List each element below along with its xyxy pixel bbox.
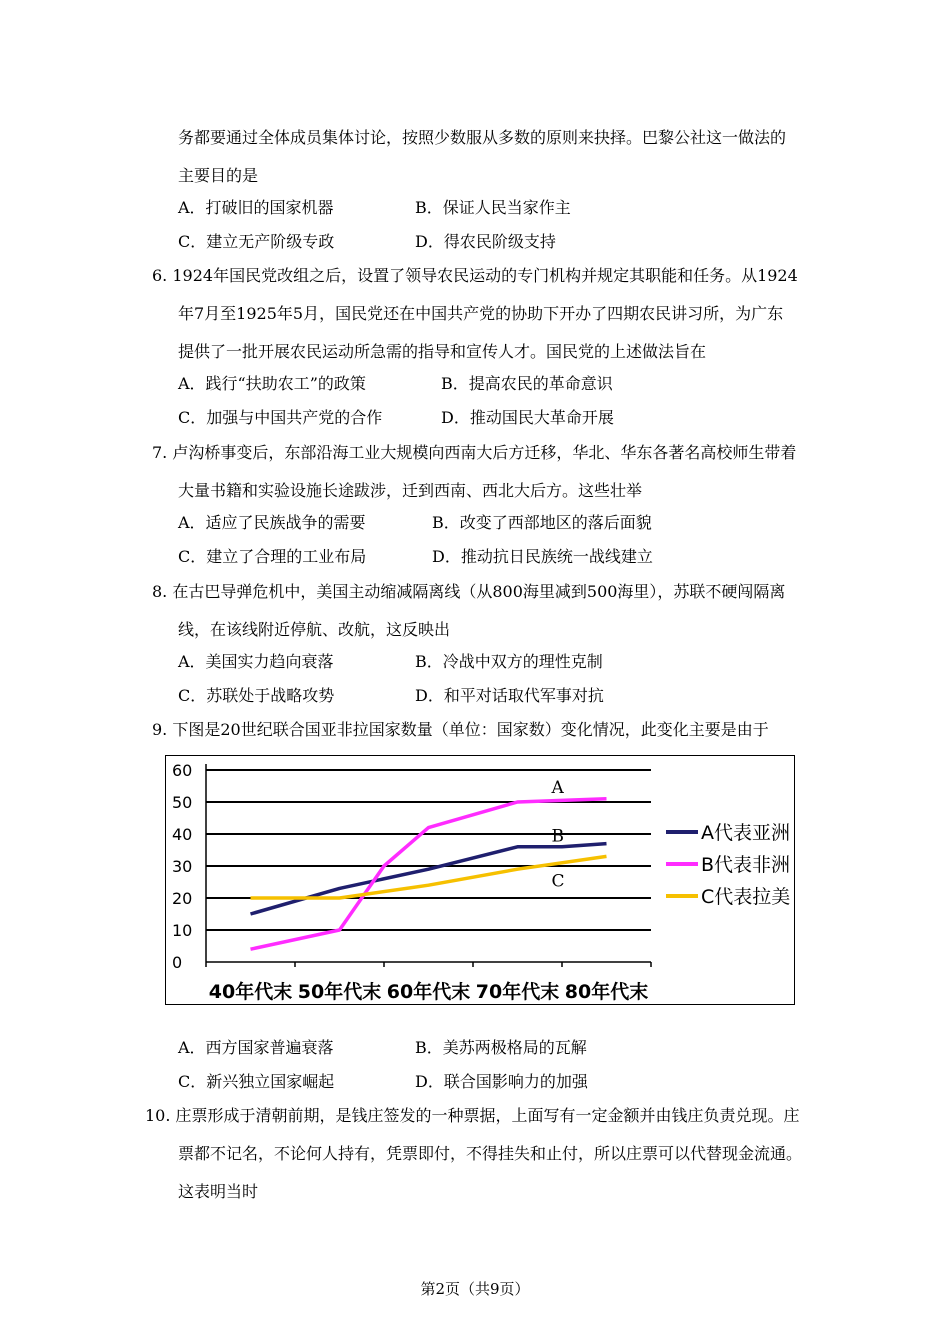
q7-option-c: C．建立了合理的工业布局 [178,547,367,566]
q6-stem-line: 年7月至1925年5月，国民党还在中国共产党的协助下开办了四期农民讲习所，为广东 [178,304,784,323]
q9-option-d: D．联合国影响力的加强 [415,1072,588,1091]
q8-stem-line: 8. 在古巴导弹危机中，美国主动缩减隔离线（从800海里减到500海里），苏联不硬闯隔离 [152,582,786,601]
y-tick-label: 20 [172,889,193,908]
q6-option-b: B．提高农民的革命意识 [441,374,613,393]
q6-option-a: A．践行“扶助农工”的政策 [178,374,366,393]
chart-canvas [166,756,796,1006]
x-tick-label: 70年代末 [475,981,560,1003]
x-tick-label: 60年代末 [386,981,471,1003]
q5-text-line: 主要目的是 [178,166,259,185]
q10-stem-line: 10. 庄票形成于清朝前期，是钱庄签发的一种票据，上面写有一定金额并由钱庄负责兑现。庄 [145,1106,800,1125]
un-membership-chart [165,755,795,1005]
legend-label: C代表拉美 [701,886,791,908]
q7-option-d: D．推动抗日民族统一战线建立 [432,547,653,566]
legend-label: B代表非洲 [701,854,791,876]
y-tick-label: 30 [172,857,193,876]
q9-stem-line: 9. 下图是20世纪联合国亚非拉国家数量（单位：国家数）变化情况，此变化主要是由于 [152,720,769,739]
y-tick-label: 10 [172,921,193,940]
q5-option-d: D．得农民阶级支持 [415,232,556,251]
q6-option-d: D．推动国民大革命开展 [441,408,614,427]
q7-option-b: B．改变了西部地区的落后面貌 [432,513,652,532]
q8-option-d: D．和平对话取代军事对抗 [415,686,604,705]
q7-option-a: A．适应了民族战争的需要 [178,513,366,532]
series-marker-label: A [551,777,564,798]
page-footer: 第2页（共9页） [420,1280,530,1298]
series-marker-label: C [551,871,565,892]
q8-option-b: B．冷战中双方的理性克制 [415,652,603,671]
y-tick-label: 40 [172,825,193,844]
x-tick-label: 80年代末 [564,981,649,1003]
q5-text-line: 务都要通过全体成员集体讨论，按照少数服从多数的原则来抉择。巴黎公社这一做法的 [178,128,787,147]
x-tick-label: 50年代末 [297,981,382,1003]
q9-option-a: A．西方国家普遍衰落 [178,1038,334,1057]
q9-option-c: C．新兴独立国家崛起 [178,1072,335,1091]
q10-stem-line: 票都不记名，不论何人持有，凭票即付，不得挂失和止付，所以庄票可以代替现金流通。 [178,1144,803,1163]
legend-label: A代表亚洲 [701,822,790,844]
x-tick-label: 40年代末 [208,981,293,1003]
series-marker-label: B [551,826,564,847]
q8-stem-line: 线，在该线附近停航、改航，这反映出 [178,620,451,639]
q5-option-a: A．打破旧的国家机器 [178,198,334,217]
q6-stem-line: 6. 1924年国民党改组之后，设置了领导农民运动的专门机构并规定其职能和任务。从1924 [152,266,798,285]
q8-option-c: C．苏联处于战略攻势 [178,686,335,705]
y-tick-label: 50 [172,793,193,812]
q6-stem-line: 提供了一批开展农民运动所急需的指导和宣传人才。国民党的上述做法旨在 [178,342,707,361]
q7-stem-line: 大量书籍和实验设施长途跋涉，迁到西南、西北大后方。这些壮举 [178,481,643,500]
q5-option-b: B．保证人民当家作主 [415,198,571,217]
q8-option-a: A．美国实力趋向衰落 [178,652,334,671]
q5-option-c: C．建立无产阶级专政 [178,232,335,251]
q10-stem-line: 这表明当时 [178,1182,259,1201]
q6-option-c: C．加强与中国共产党的合作 [178,408,383,427]
y-tick-label: 60 [172,761,193,780]
q7-stem-line: 7. 卢沟桥事变后，东部沿海工业大规模向西南大后方迁移，华北、华东各著名高校师生带着 [152,443,797,462]
q9-option-b: B．美苏两极格局的瓦解 [415,1038,587,1057]
y-tick-label: 0 [172,953,183,972]
